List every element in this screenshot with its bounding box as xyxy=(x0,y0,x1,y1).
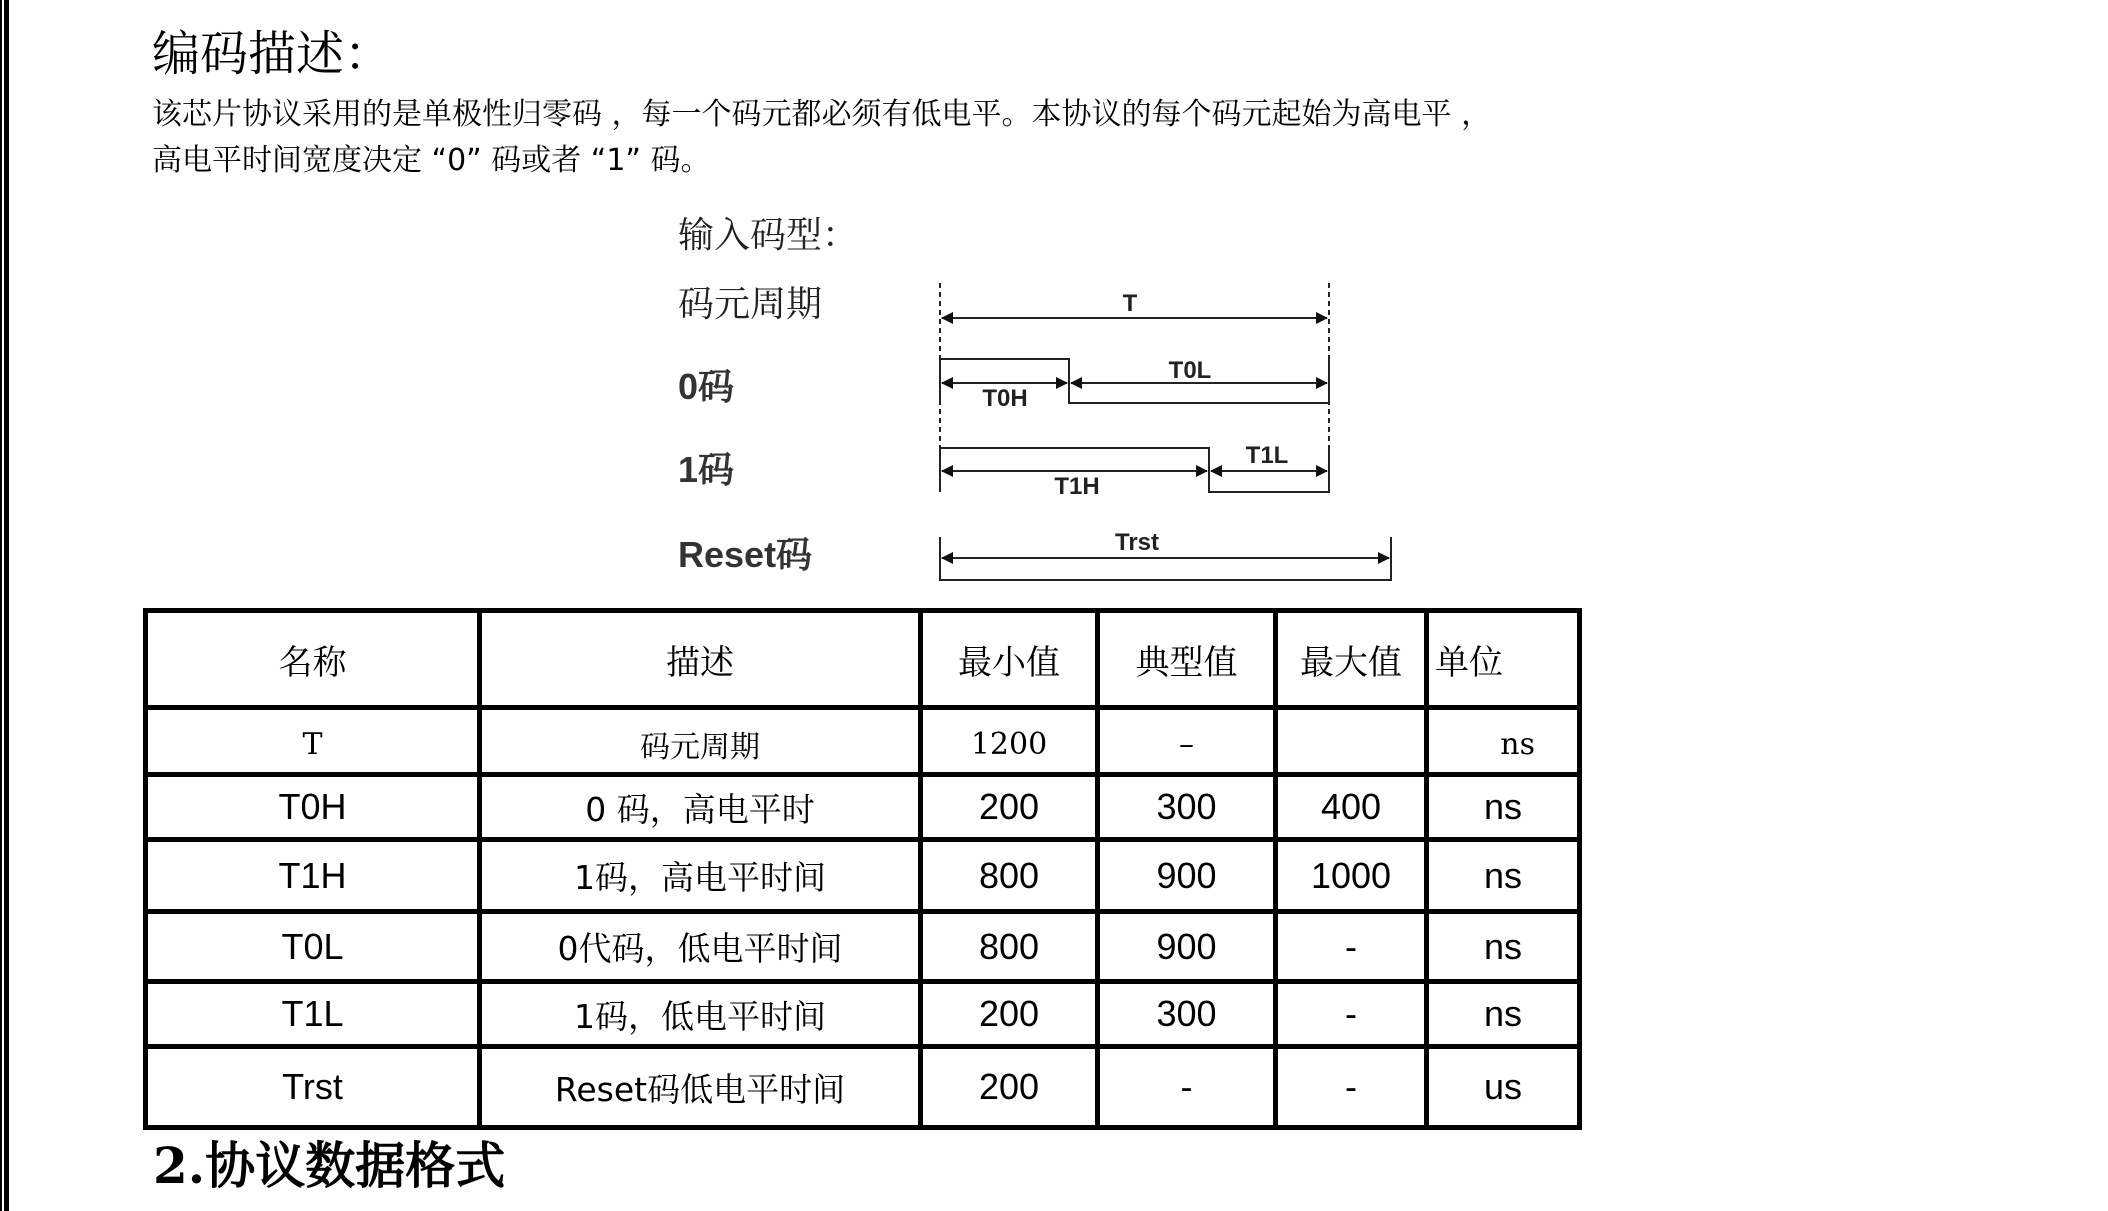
cell-typ: - xyxy=(1098,1047,1276,1128)
paragraph-line-1: 该芯片协议采用的是单极性归零码 ，每一个码元都必须有低电平。本协议的每个码元起始为高电平 ， xyxy=(152,97,1492,132)
cell-max: - xyxy=(1276,1047,1427,1128)
page-border-thick xyxy=(4,0,9,1211)
section-number: 2. xyxy=(153,1136,206,1195)
label-T1L: T1L xyxy=(1245,442,1289,469)
cell-min: 200 xyxy=(921,982,1098,1047)
cell-unit: ns xyxy=(1427,708,1580,775)
header-min: 最小值 xyxy=(921,611,1098,708)
diagram-label-period: 码元周期 xyxy=(678,284,823,325)
diagram-label-reset-code: Reset码 xyxy=(678,534,813,575)
cell-min: 800 xyxy=(921,840,1098,912)
header-name: 名称 xyxy=(146,611,480,708)
cell-typ: – xyxy=(1098,708,1276,775)
cell-typ: 300 xyxy=(1098,982,1276,1047)
section-title: 编码描述： xyxy=(152,26,393,82)
label-T1H: T1H xyxy=(1054,473,1100,500)
cell-name: T0H xyxy=(146,775,480,840)
section-heading-title: 协议数据格式 xyxy=(205,1137,506,1195)
table-row xyxy=(146,840,1580,912)
cell-unit: ns xyxy=(1427,912,1580,982)
cell-typ: 900 xyxy=(1098,912,1276,982)
cell-typ: 300 xyxy=(1098,775,1276,840)
cell-name: T0L xyxy=(146,912,480,982)
cell-max: - xyxy=(1276,912,1427,982)
header-unit: 单位 xyxy=(1427,611,1580,708)
cell-desc: Reset码低电平时间 xyxy=(480,1047,921,1128)
diagram-label-1-code: 1码 xyxy=(678,449,735,490)
table-row xyxy=(146,982,1580,1047)
cell-min: 200 xyxy=(921,775,1098,840)
description-paragraph xyxy=(152,92,1491,184)
label-Trst: Trst xyxy=(1114,529,1160,556)
cell-unit: ns xyxy=(1427,840,1580,912)
cell-name: T1L xyxy=(146,982,480,1047)
cell-max: - xyxy=(1276,982,1427,1047)
label-T: T xyxy=(1122,290,1138,317)
cell-name: T1H xyxy=(146,840,480,912)
cell-desc: 1码，低电平时间 xyxy=(480,982,921,1047)
header-description: 描述 xyxy=(480,611,921,708)
diagram-heading: 输入码型： xyxy=(678,215,859,256)
diagram-label-0-code: 0码 xyxy=(678,366,735,407)
cell-unit: ns xyxy=(1427,775,1580,840)
timing-waveform xyxy=(930,275,1410,595)
timing-table xyxy=(143,608,1582,1130)
table-row xyxy=(146,775,1580,840)
table-row xyxy=(146,912,1580,982)
cell-typ: 900 xyxy=(1098,840,1276,912)
cell-min: 200 xyxy=(921,1047,1098,1128)
header-max: 最大值 xyxy=(1276,611,1427,708)
cell-desc: 0代码，低电平时间 xyxy=(480,912,921,982)
header-typical: 典型值 xyxy=(1098,611,1276,708)
page-border-thin xyxy=(0,0,2,1211)
cell-min: 800 xyxy=(921,912,1098,982)
table-row xyxy=(146,1047,1580,1128)
label-T0L: T0L xyxy=(1168,357,1212,384)
paragraph-line-2: 高电平时间宽度决定 “0” 码或者 “1” 码。 xyxy=(152,143,711,178)
cell-desc: 0 码，高电平时 xyxy=(480,775,921,840)
table-header-row xyxy=(146,611,1580,708)
cell-max: 1000 xyxy=(1276,840,1427,912)
next-section-heading xyxy=(153,1136,505,1196)
cell-max xyxy=(1276,708,1427,775)
cell-desc: 1码，高电平时间 xyxy=(480,840,921,912)
label-T0H: T0H xyxy=(982,385,1028,412)
cell-unit: us xyxy=(1427,1047,1580,1128)
table-row xyxy=(146,708,1580,775)
cell-min: 1200 xyxy=(921,708,1098,775)
cell-unit: ns xyxy=(1427,982,1580,1047)
cell-name: T xyxy=(146,708,480,775)
cell-desc: 码元周期 xyxy=(480,708,921,775)
cell-max: 400 xyxy=(1276,775,1427,840)
cell-name: Trst xyxy=(146,1047,480,1128)
